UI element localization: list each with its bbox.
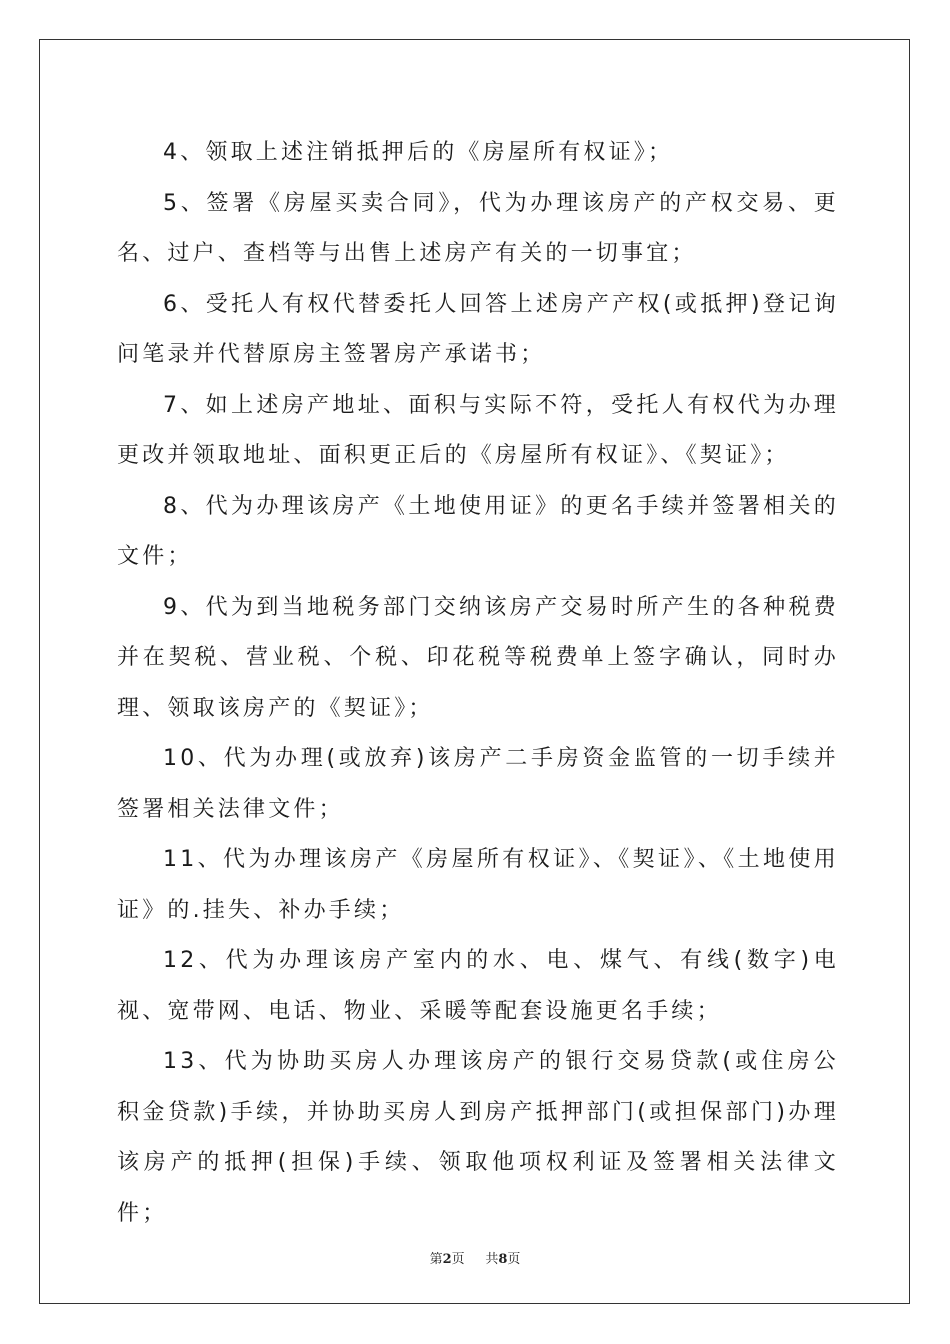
total-suffix: 页 — [507, 1252, 521, 1267]
page-prefix: 第 — [429, 1252, 443, 1267]
clause-7: 7、如上述房产地址、面积与实际不符，受托人有权代为办理更改并领取地址、面积更正后的《房屋所有权证》、《契证》； — [117, 392, 839, 468]
clause-13: 13、代为协助买房人办理该房产的银行交易贷款(或住房公积金贷款)手续，并协助买房人到房产抵押部门(或担保部门)办理该房产的抵押(担保)手续、领取他项权利证及签署相关法律文件； — [117, 1049, 839, 1226]
document-body — [117, 128, 839, 1239]
page-total-label — [485, 1252, 520, 1267]
page-current: 2 — [442, 1252, 452, 1267]
page-suffix: 页 — [451, 1252, 465, 1267]
clause-9: 9、代为到当地税务部门交纳该房产交易时所产生的各种税费并在契税、营业税、个税、印花税等税费单上签字确认，同时办理、领取该房产的《契证》； — [117, 594, 839, 721]
page-footer — [0, 1248, 950, 1267]
clause-5: 5、签署《房屋买卖合同》，代为办理该房产的产权交易、更名、过户、查档等与出售上述房产有关的一切事宜； — [117, 190, 839, 266]
page-number-label — [430, 1252, 465, 1267]
clause-11: 11、代为办理该房产《房屋所有权证》、《契证》、《土地使用证》的.挂失、补办手续； — [117, 847, 839, 923]
total-prefix: 共 — [485, 1252, 499, 1267]
clause-8: 8、代为办理该房产《土地使用证》的更名手续并签署相关的文件； — [117, 493, 839, 569]
page-total: 8 — [498, 1252, 508, 1267]
clause-4: 4、领取上述注销抵押后的《房屋所有权证》； — [163, 140, 674, 165]
clause-10: 10、代为办理(或放弃)该房产二手房资金监管的一切手续并签署相关法律文件； — [117, 746, 839, 822]
clause-12: 12、代为办理该房产室内的水、电、煤气、有线(数字)电视、宽带网、电话、物业、采暖等配套设施更名手续； — [117, 948, 839, 1024]
clause-6: 6、受托人有权代替委托人回答上述房产产权(或抵押)登记询问笔录并代替原房主签署房产承诺书； — [117, 291, 839, 367]
